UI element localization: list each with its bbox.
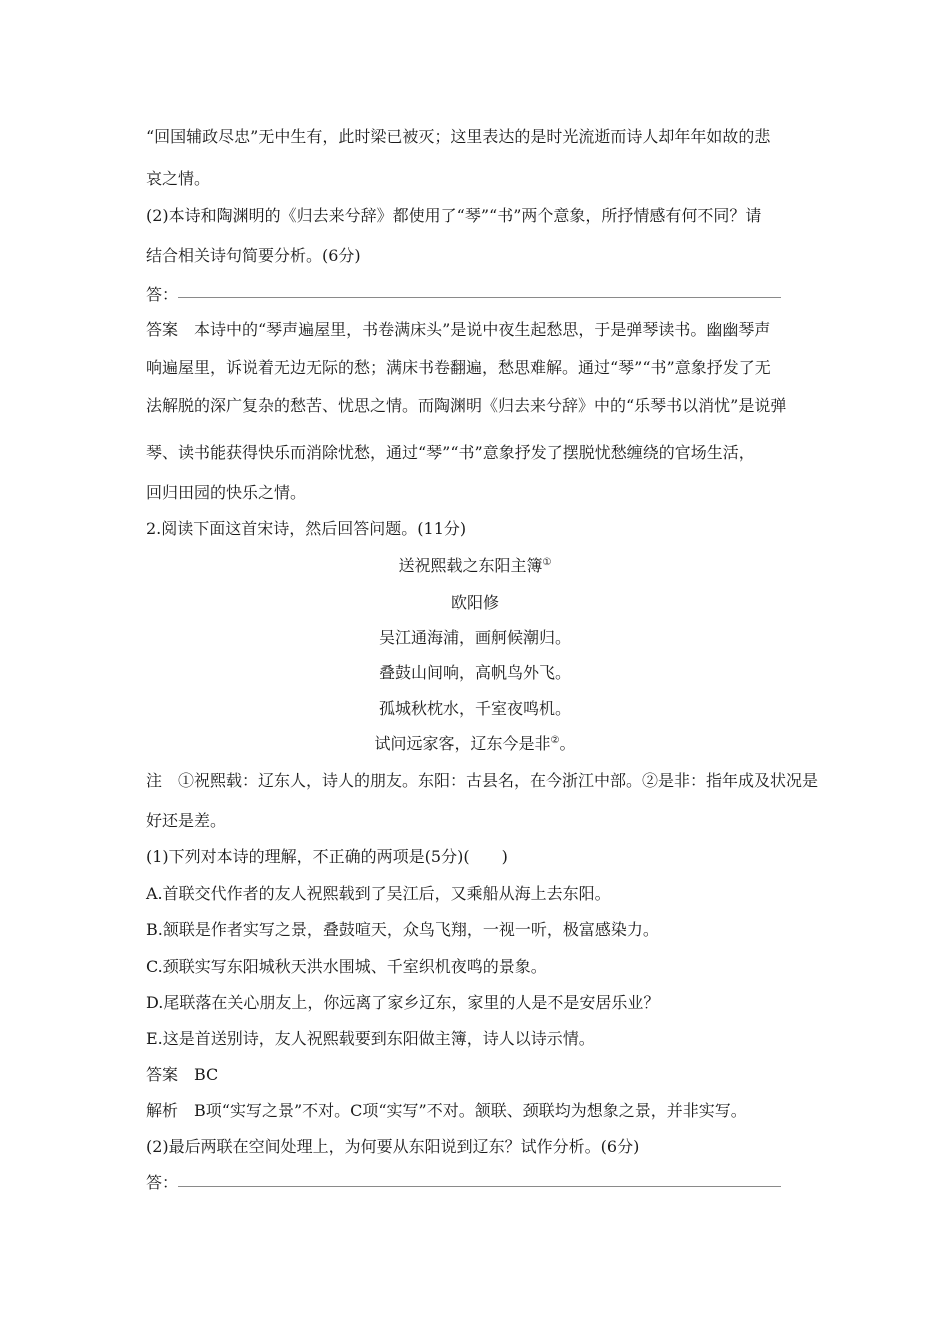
poem-notes-line-1: 注 ①祝熙载：辽东人，诗人的朋友。东阳：古县名，在今浙江中部。②是非：指年成及状况是: [146, 771, 819, 790]
poem-line-4: [0, 733, 950, 755]
sub1-answer: 答案 BC: [146, 1065, 219, 1084]
poem-line-4-text: 试问远家客，辽东今是非: [374, 734, 551, 753]
sub1-question: (1)下列对本诗的理解，不正确的两项是(5分)( ): [146, 847, 508, 866]
option-c: C.颈联实写东阳城秋天洪水围城、千室织机夜鸣的景象。: [146, 957, 547, 976]
sub1-analysis: 解析 B项“实写之景”不对。C项“实写”不对。颔联、颈联均为想象之景，并非实写。: [146, 1101, 747, 1120]
poem-notes-line-2: 好还是差。: [146, 811, 227, 830]
q1-answer-line-2: 响遍屋里，诉说着无边无际的愁；满床书卷翻遍，愁思难解。通过“琴”“书”意象抒发了无: [146, 358, 771, 377]
poem-title-text: 送祝熙载之东阳主簿: [398, 556, 543, 575]
sub2-question: (2)最后两联在空间处理上，为何要从东阳说到辽东？试作分析。(6分): [146, 1137, 640, 1156]
poem-title-footnote-mark: ①: [542, 557, 552, 568]
option-e: E.这是首送别诗，友人祝熙载要到东阳做主簿，诗人以诗示情。: [146, 1029, 595, 1048]
poem-line-1: 吴江通海浦，画舸候潮归。: [378, 628, 571, 647]
answer-blank-line: [178, 297, 781, 298]
q1-answer-line-4: 琴、读书能获得快乐而消除忧愁，通过“琴”“书”意象抒发了摆脱忧愁缠绕的官场生活，: [146, 443, 755, 462]
q1-part2-question-line-1: (2)本诗和陶渊明的《归去来兮辞》都使用了“琴”“书”两个意象，所抒情感有何不同？请: [146, 206, 762, 225]
sub2-answer-blank-line: [178, 1186, 781, 1187]
sub2-answer-label: 答：: [146, 1173, 179, 1192]
poem-author: 欧阳修: [450, 593, 499, 612]
poem-line-3: 孤城秋枕水，千室夜鸣机。: [378, 699, 571, 718]
poem-line-2: 叠鼓山间响，高帆鸟外飞。: [378, 663, 571, 682]
q1-analysis-line-2: 哀之情。: [146, 169, 211, 188]
option-d: D.尾联落在关心朋友上，你远离了家乡辽东，家里的人是不是安居乐业？: [146, 993, 660, 1012]
poem-title: [0, 555, 950, 577]
option-b: B.颔联是作者实写之景，叠鼓喧天，众鸟飞翔，一视一听，极富感染力。: [146, 920, 659, 939]
q2-heading: 2.阅读下面这首宋诗，然后回答问题。(11分): [146, 519, 467, 538]
q1-part2-question-line-2: 结合相关诗句简要分析。(6分): [146, 246, 361, 265]
option-a: A.首联交代作者的友人祝熙载到了吴江后，又乘船从海上去东阳。: [146, 884, 611, 903]
poem-line-4-end: 。: [559, 734, 576, 753]
answer-label: 答：: [146, 285, 179, 304]
q1-answer-line-3: 法解脱的深广复杂的愁苦、忧思之情。而陶渊明《归去来兮辞》中的“乐琴书以消忧”是说弹: [146, 396, 787, 415]
poem-line-4-footnote-mark: ②: [550, 735, 560, 746]
q1-analysis-line-1: “回国辅政尽忠”无中生有，此时梁已被灭；这里表达的是时光流逝而诗人却年年如故的悲: [146, 127, 771, 146]
q1-answer-line-1: 答案 本诗中的“琴声遍屋里，书卷满床头”是说中夜生起愁思，于是弹琴读书。幽幽琴声: [146, 320, 771, 339]
q1-answer-line-5: 回归田园的快乐之情。: [146, 483, 307, 502]
